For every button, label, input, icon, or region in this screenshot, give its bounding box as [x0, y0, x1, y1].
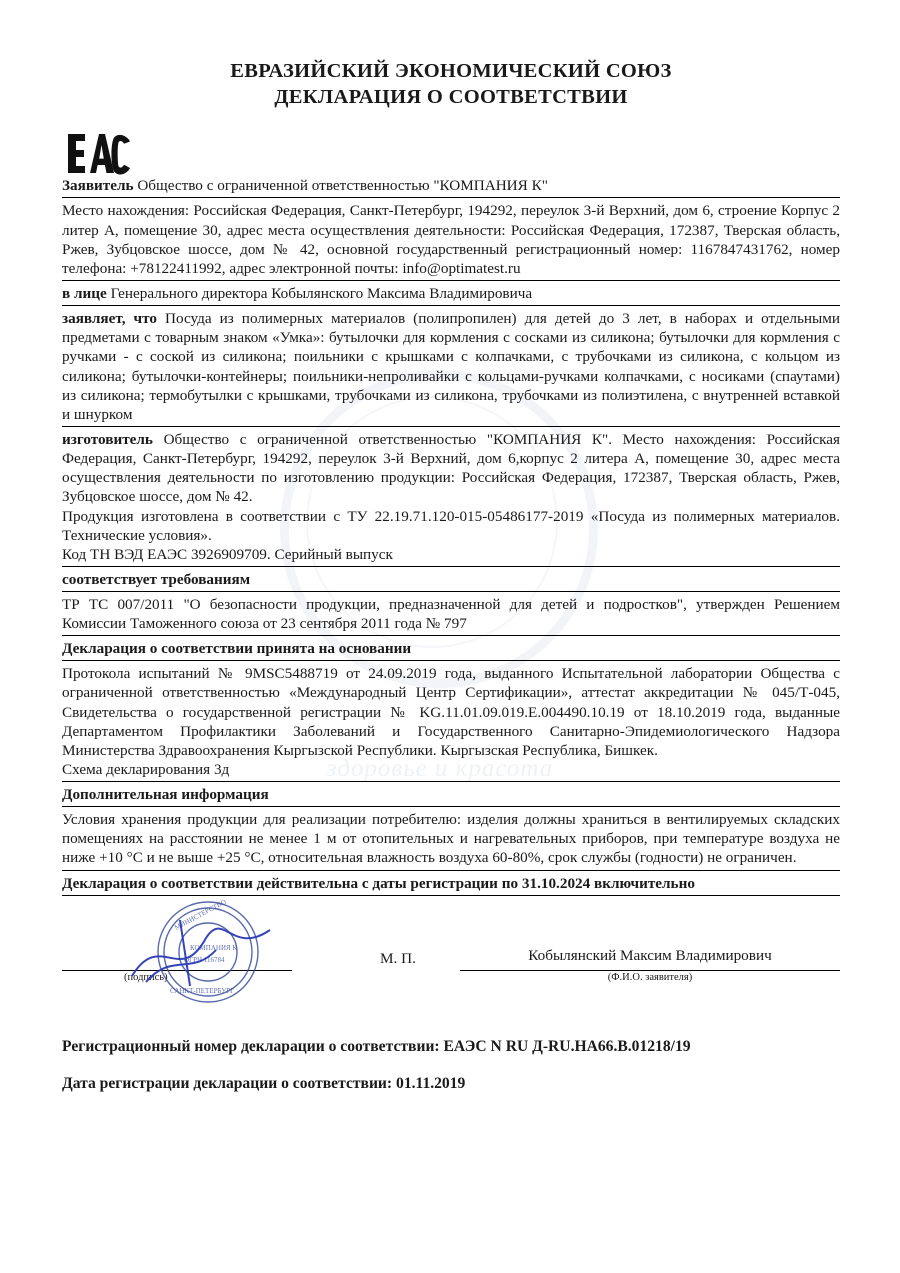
stamp-place-label: М. П.	[380, 949, 416, 967]
basis-text: Протокола испытаний № 9MSC5488719 от 24.09.2019 года, выданного Испытательной лаборатории Общества с ограниченной ответственностью «Международный Центр Сертификации», аттестат аккредитации № 045/Т-045, Свидетельства о государственной регистрации № KG.11.01.09.019.Е.004490.10.19 от 18.10.2019 года, выданные Департаментом Профилактики Заболеваний и Государственного Санитарно-Эпидемиологического Надзора Министерства Здравоохранения Кыргызской Республики. Кыргызская Республика, Бишкек.	[62, 665, 840, 759]
registration-number-label: Регистрационный номер декларации о соответствии:	[62, 1037, 440, 1055]
representative-row	[62, 284, 840, 303]
basis-heading: Декларация о соответствии принята на основании	[62, 640, 412, 658]
divider	[62, 870, 840, 871]
official-stamp	[120, 890, 295, 1008]
manufacturer-text: Общество с ограниченной ответственностью "КОМПАНИЯ К". Место нахождения: Российская Федерация, Санкт-Петербург, 194292, переулок 3-й Верхний, дом 6,корпус 2 литера А, помещение 30, адрес места осуществления деятельности по изготовлению продукции: Российская Федерация, 172387, Тверская область, Ржев, Зубцовское шоссе, дом № 42.	[62, 431, 840, 506]
conformity-heading: соответствует требованиям	[62, 571, 251, 588]
signer-line	[460, 970, 840, 971]
divider	[62, 591, 840, 592]
declaration-scheme: Схема декларирования 3д	[62, 760, 230, 778]
svg-text:МИНИСТЕРСТВО: МИНИСТЕРСТВО	[173, 897, 228, 932]
svg-text:САНКТ-ПЕТЕРБУРГ: САНКТ-ПЕТЕРБУРГ	[170, 986, 235, 995]
product-text: Посуда из полимерных материалов (полипропилен) для детей до 3 лет, в наборах и отдельными предметами с товарным знаком «Умка»: бутылочки для кормления с сосками из силикона; бутылочки для кормления с ручками - с соской из силикона; поильники с крышками с колпачками, с трубочками из силикона, с кольцом из силикона; бутылочки-контейнеры; поильники-непроливайки с кольцами-ручками колпачками, с носиками (спаутами) из силикона; термобутылки с крышками, трубочками из силикона, трубочками из полиэтилена, с внутренней вставкой и шнурком	[62, 310, 840, 423]
applicant-label: Заявитель	[62, 177, 134, 195]
divider	[62, 806, 840, 807]
divider	[62, 426, 840, 427]
product-description	[62, 309, 840, 424]
applicant-row	[62, 176, 840, 195]
divider	[62, 566, 840, 567]
divider	[62, 660, 840, 661]
divider	[62, 781, 840, 782]
technical-conditions: Продукция изготовлена в соответствии с ТУ 22.19.71.120-015-05486177-2019 «Посуда из полимерных материалов. Технические условия».	[62, 507, 840, 544]
manufacturer-block	[62, 430, 840, 507]
tn-ved-code: Код ТН ВЭД ЕАЭС 3926909709. Серийный выпуск	[62, 545, 393, 563]
signature-block	[62, 897, 840, 1006]
validity-row	[62, 874, 840, 893]
registration-number-value: ЕАЭС N RU Д-RU.НА66.В.01218/19	[443, 1037, 691, 1055]
svg-text:ОГРН 116784: ОГРН 116784	[184, 955, 225, 964]
manufacturer-label: изготовитель	[62, 431, 153, 449]
additional-heading: Дополнительная информация	[62, 786, 269, 804]
divider	[62, 635, 840, 636]
divider	[62, 895, 840, 896]
signature-caption: (подпись)	[124, 971, 168, 983]
watermark-text: здоровье и красота	[326, 755, 554, 782]
validity-prefix: Декларация о соответствии действительна с даты регистрации по	[62, 874, 519, 892]
document-body	[62, 58, 840, 1093]
registration-date-value: 01.11.2019	[396, 1074, 466, 1092]
validity-date: 31.10.2024	[521, 874, 591, 892]
page-title-line1: ЕВРАЗИЙСКИЙ ЭКОНОМИЧЕСКИЙ СОЮЗ	[230, 60, 672, 82]
divider	[62, 280, 840, 281]
signer-name: Кобылянский Максим Владимирович	[528, 946, 772, 964]
representative-label: в лице	[62, 285, 107, 303]
divider	[62, 197, 840, 198]
applicant-address: Место нахождения: Российская Федерация, Санкт-Петербург, 194292, переулок 3-й Верхний, дом 6, строение Корпус 2 литер А, помещение 30, адрес места осуществления деятельности: Российская Федерация, 172387, Тверская область, Ржев, Зубцовское шоссе, дом № 42, основной государственный регистрационный номер: 1167847431762, номер телефона: +78122411992, адрес электронной почты: info@optimatest.ru	[62, 202, 840, 277]
svg-text:КОМПАНИЯ К: КОМПАНИЯ К	[190, 943, 238, 952]
signature-line	[62, 970, 292, 971]
eac-mark-icon	[66, 132, 132, 188]
registration-date-row	[62, 1075, 840, 1093]
registration-number-row	[62, 1038, 840, 1056]
signer-caption: (Ф.И.О. заявителя)	[607, 971, 693, 983]
additional-text: Условия хранения продукции для реализации потребителю: изделия должны храниться в вентилируемых складских помещениях на расстоянии не менее 1 м от отопительных и нагревательных приборов, при температуре воздуха не ниже +10 °С и не выше +25 °С, относительная влажность воздуха 60-80%, срок службы (годности) не ограничен.	[62, 811, 840, 867]
applicant-name: Общество с ограниченной ответственностью "КОМПАНИЯ К"	[137, 177, 548, 195]
conformity-text: ТР ТС 007/2011 "О безопасности продукции, предназначенной для детей и подростков", утвержден Решением Комиссии Таможенного союза от 23 сентября 2011 года № 797	[62, 596, 840, 633]
page-title	[62, 58, 840, 110]
declares-label: заявляет, что	[62, 310, 157, 328]
representative-name: Генерального директора Кобылянского Максима Владимировича	[110, 285, 533, 303]
page-title-line2: ДЕКЛАРАЦИЯ О СООТВЕТСТВИИ	[274, 86, 628, 109]
validity-suffix: включительно	[594, 874, 695, 892]
registration-date-label: Дата регистрации декларации о соответствии:	[62, 1074, 393, 1092]
divider	[62, 305, 840, 306]
